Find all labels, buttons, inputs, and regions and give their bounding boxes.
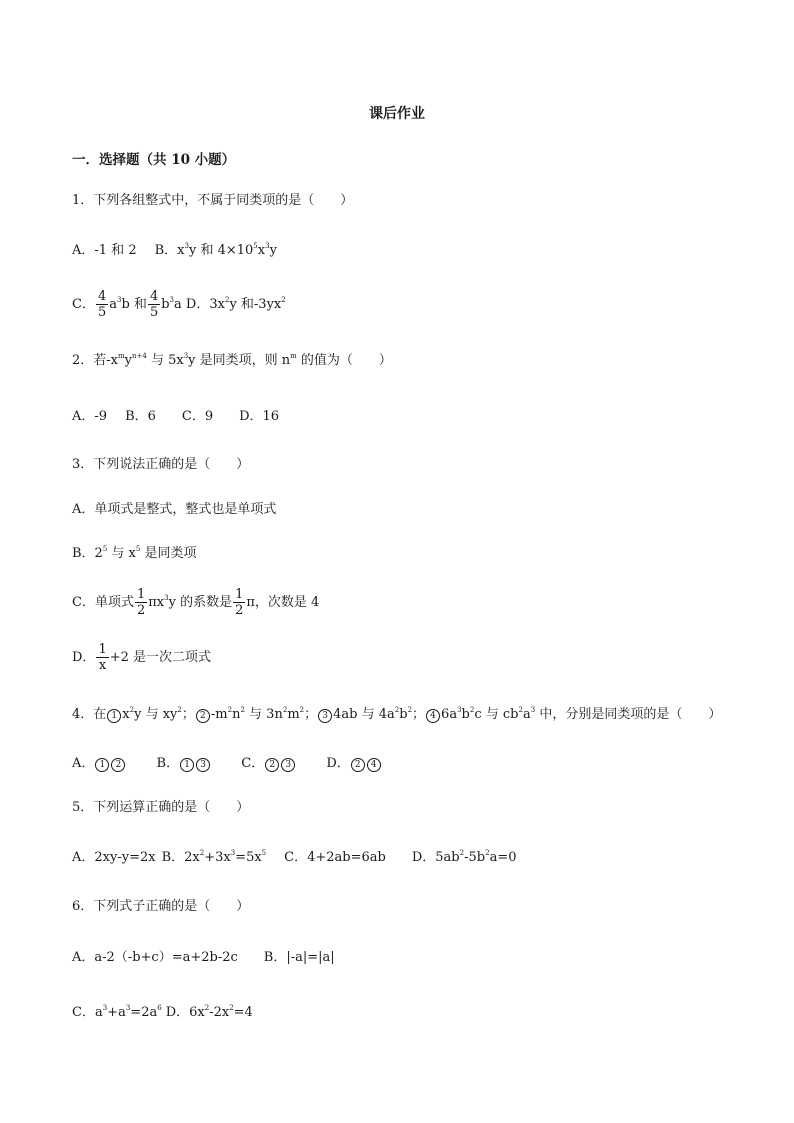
q3-c-exp: 3 (164, 594, 169, 602)
q6-option-b: B．|-a|=|a| (263, 950, 335, 965)
q1-c-fraction (96, 290, 108, 319)
q2-stem-part: 与 5x (146, 353, 184, 368)
q3-c-fraction (233, 588, 245, 617)
q3-b-part: B．2 (72, 546, 103, 561)
q1-d-part: 3x (209, 297, 225, 312)
q1-stem: 1．下列各组整式中，不属于同类项的是（ ） (72, 193, 354, 208)
q3-option-a: A．单项式是整式，整式也是单项式 (72, 502, 277, 517)
q4-stem-part: c 与 cb (474, 707, 519, 722)
q2-stem (72, 354, 392, 367)
circled-number: 3 (318, 709, 332, 723)
fraction-numerator: 4 (149, 289, 159, 304)
q5-d-part: -5b (464, 850, 486, 865)
page-title: 课后作业 (369, 106, 425, 122)
q4-option-a: A． (72, 756, 95, 771)
q1-options-ab (72, 244, 277, 257)
q4-options (72, 757, 382, 772)
circled-number: 1 (95, 758, 109, 772)
q2-stem-exp: m (290, 352, 297, 360)
q1-b-part: x (177, 243, 185, 258)
fraction-denominator: 2 (235, 603, 244, 618)
q3-d-part: D． (72, 650, 96, 665)
q2-options (72, 410, 279, 423)
q1-a-text: -1 和 2 (94, 243, 137, 258)
q1-d-exp: 2 (281, 296, 286, 304)
q4-stem-part: y 与 xy (134, 707, 178, 722)
q1-d-part: y 和-3yx (229, 297, 282, 312)
circled-number: 2 (351, 758, 365, 772)
q5-b-part: +3x (204, 850, 231, 865)
circled-number: 1 (107, 709, 121, 723)
q4-stem-part: 6a (441, 707, 458, 722)
fraction-numerator: 4 (97, 289, 107, 304)
q4-exp: 3 (530, 706, 536, 714)
q4-stem-part: 中，分别是同类项的是（ ） (535, 707, 722, 722)
q1-c-exp: 3 (169, 296, 175, 304)
circled-number: 2 (196, 709, 210, 723)
q1-c-exp: 3 (117, 296, 122, 304)
q3-c-part: π，次数是 4 (246, 595, 320, 610)
q5-options (72, 851, 516, 864)
q4-stem-part: 4．在 (72, 707, 107, 722)
q1-b-exp: 3 (265, 242, 270, 250)
q1-b-part: y (269, 243, 277, 258)
q4-stem-part: 与 3n (244, 707, 283, 722)
q1-c-part: b (161, 297, 170, 312)
q3-b-part: 与 x (107, 546, 136, 561)
q2-stem-exp: m (118, 352, 125, 360)
q3-option-c (72, 588, 319, 617)
q1-a-label: A． (72, 243, 95, 258)
q3-c-part: y 的系数是 (168, 595, 233, 610)
q2-option-a: A．-9 (72, 409, 108, 424)
q2-stem-exp: 3 (183, 352, 189, 360)
q5-b-part: B．2x (161, 850, 200, 865)
q6-exp: 3 (102, 1004, 108, 1012)
q1-options-cd (72, 290, 286, 319)
circled-number: 4 (367, 758, 381, 772)
q6-c-part: C．a (72, 1005, 103, 1020)
q4-stem-part: -m (210, 707, 228, 722)
q1-b-label: B． (154, 243, 178, 258)
q4-stem-part: b (399, 707, 408, 722)
q4-stem-part: ； (412, 707, 426, 722)
q6-c-part: +a (107, 1005, 126, 1020)
q4-stem-part: b (461, 707, 470, 722)
q1-c-part: a (174, 297, 182, 312)
q4-exp: 2 (227, 706, 233, 714)
q6-c-part: =2a (130, 1005, 158, 1020)
q1-c-label: C． (72, 297, 95, 312)
fraction-numerator: 1 (98, 642, 107, 657)
q5-b-part: =5x (235, 850, 262, 865)
q6-options-cd (72, 1006, 253, 1019)
q4-stem-part: a (522, 707, 531, 722)
q5-option-a: A．2xy-y=2x (72, 850, 156, 865)
q2-option-d: D．16 (239, 409, 280, 424)
q1-d-label: D． (185, 297, 210, 312)
q2-stem-part: 的值为（ ） (296, 353, 392, 368)
q4-option-d: D． (326, 756, 350, 771)
q6-d-part: =4 (233, 1005, 253, 1020)
q5-exp: 3 (230, 849, 236, 857)
q6-exp: 2 (204, 1004, 210, 1012)
q5-exp: 2 (459, 849, 465, 857)
q4-exp: 2 (394, 706, 400, 714)
fraction-denominator: x (98, 658, 107, 673)
q5-exp: 2 (485, 849, 490, 857)
q3-b-exp: 5 (102, 545, 108, 553)
q4-stem-part: m (287, 707, 300, 722)
q1-d-exp: 2 (224, 296, 230, 304)
q3-stem: 3．下列说法正确的是（ ） (72, 457, 250, 472)
q4-exp: 2 (299, 706, 305, 714)
fraction-denominator: 2 (136, 603, 146, 618)
q2-option-b: B．6 (125, 409, 156, 424)
q2-option-c: C．9 (181, 409, 214, 424)
q3-c-part: πx (148, 595, 165, 610)
circled-number: 2 (265, 758, 279, 772)
section-heading: 一．选择题（共 10 小题） (72, 152, 236, 168)
fraction-denominator: 5 (149, 305, 159, 320)
q3-d-part: +2 是一次二项式 (109, 650, 212, 665)
q2-stem-part: y (124, 353, 132, 368)
q1-c-fraction (148, 290, 160, 319)
q5-stem: 5．下列运算正确的是（ ） (72, 800, 250, 815)
q2-stem-part: 2．若-x (72, 353, 118, 368)
fraction-numerator: 1 (235, 587, 244, 602)
q1-b-exp: 3 (184, 242, 189, 250)
q2-stem-part: y 是同类项，则 n (188, 353, 291, 368)
q1-b-part: y 和 4×10 (188, 243, 254, 258)
q1-c-part: a (109, 297, 117, 312)
q1-c-part: b 和 (121, 297, 147, 312)
q4-exp: 2 (177, 706, 182, 714)
q5-d-part: D．5ab (411, 850, 460, 865)
q4-exp: 2 (129, 706, 135, 714)
circled-number: 1 (180, 758, 194, 772)
q4-stem-part: 4ab 与 4a (333, 707, 395, 722)
circled-number: 2 (111, 758, 125, 772)
fraction-numerator: 1 (136, 587, 146, 602)
q6-exp: 6 (157, 1004, 162, 1012)
circled-number: 4 (426, 709, 440, 723)
q3-c-part: C．单项式 (72, 595, 134, 610)
circled-number: 3 (281, 758, 295, 772)
q3-b-exp: 5 (135, 545, 141, 553)
q6-d-part: -2x (209, 1005, 230, 1020)
q6-exp: 2 (229, 1004, 234, 1012)
q4-exp: 2 (282, 706, 288, 714)
q4-exp: 2 (518, 706, 523, 714)
fraction-denominator: 5 (97, 305, 107, 320)
q5-exp: 5 (261, 849, 267, 857)
q4-exp: 2 (407, 706, 413, 714)
q2-stem-exp: n+4 (132, 352, 147, 360)
q6-d-part: D．6x (165, 1005, 205, 1020)
q5-d-part: a=0 (489, 850, 517, 865)
q4-option-c: C． (241, 756, 265, 771)
q1-b-exp: 5 (253, 242, 258, 250)
q4-exp: 2 (240, 706, 245, 714)
q4-stem-part: ； (181, 707, 195, 722)
q3-option-b (72, 547, 197, 560)
q4-exp: 3 (457, 706, 462, 714)
q5-option-c: C．4+2ab=6ab (284, 850, 386, 865)
q6-option-a: A．a-2（-b+c）=a+2b-2c (72, 950, 238, 965)
circled-number: 3 (196, 758, 210, 772)
q3-option-d (72, 643, 211, 672)
q6-options-ab (72, 951, 335, 964)
q3-c-fraction (135, 588, 147, 617)
q4-stem-part: n (232, 707, 241, 722)
q3-d-fraction (96, 643, 108, 672)
q4-stem (72, 708, 721, 723)
q6-stem: 6．下列式子正确的是（ ） (72, 899, 250, 914)
q4-stem-part: ； (304, 707, 318, 722)
q4-stem-part: x (122, 707, 130, 722)
q3-b-part: 是同类项 (140, 546, 197, 561)
q1-b-part: x (257, 243, 266, 258)
q6-exp: 3 (125, 1004, 131, 1012)
q4-option-b: B． (156, 756, 180, 771)
q5-exp: 2 (199, 849, 205, 857)
q4-exp: 2 (469, 706, 475, 714)
